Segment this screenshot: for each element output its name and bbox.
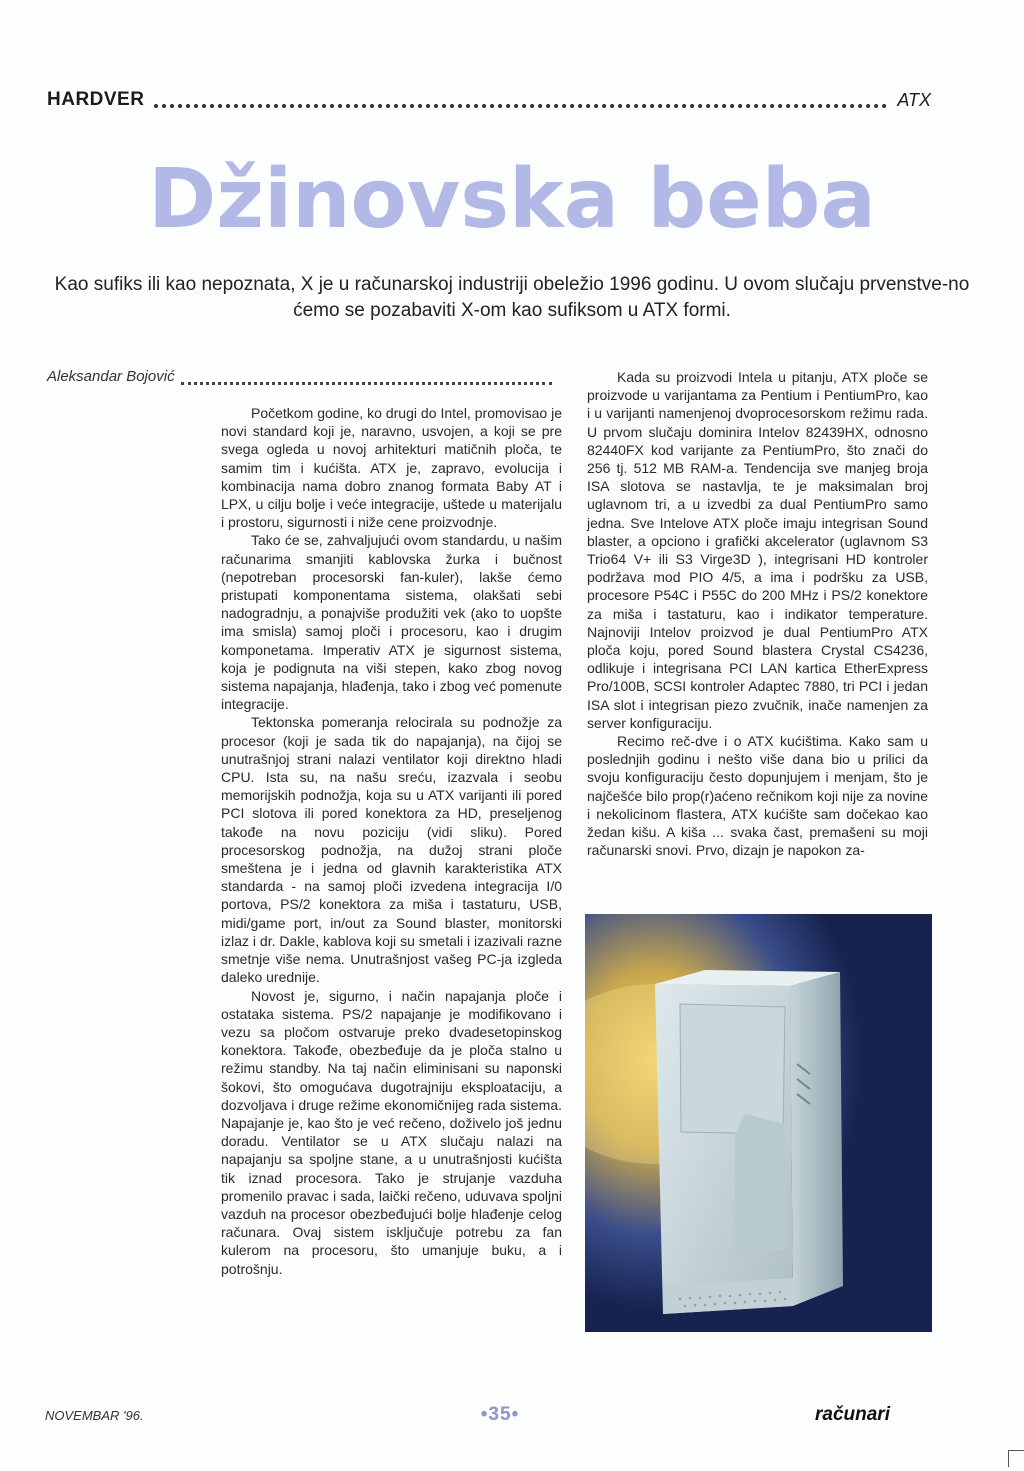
page-number: •35• [480,1404,520,1425]
paragraph: Kada su proizvodi Intela u pitanju, ATX ploče se proizvode u varijantama za Pentium i PentiumPro, kao i u varijanti namenjenoj dvoprocesorskom režimu rada. U prvom slučaju dominira Intelov 82439HX, odnosno 82440FX kod varijante za PentiumPro, što znači do 256 tj. 512 MB RAM-a. Tendencija sve manjeg broja ISA slotova se nastavlja, te je maksimalan broj uglavnom tri, a u izvedbi za dual PentiumPro samo jedna. Sve Intelove ATX ploče imaju integrisan Sound blaster, a opciono i grafički akcelerator (uglavnom S3 Trio64 V+ ili S3 Virge3D ), integrisani HD kontroler podržava mod PIO 4/5, a ima i podršku za USB, procesore P54C i P55C do 200 MHz i PS/2 konektore za miša i tastaturu, kao i indikator temperature. Najnoviji Intelov proizvod je dual PentiumPro ATX ploča koju, pored Sound blastera Crystal CS4236, odlikuje i integrisana PCI LAN kartica EtherExpress Pro/100B, SCSI kontroler Adaptec 7880, tri PCI i jedan ISA slot i integrisan piezo zvučnik, inače namenjen za server konfiguraciju. [587,369,928,731]
atx-case-photo [585,914,932,1332]
paragraph: Tektonska pomeranja relocirala su podnožje za procesor (koji je sada tik do napajanja), na čijoj se unutrašnjoj strani nalazi ventilator koji direktno hladi CPU. Ista su, na našu sreću, izazvala i seobu memorijskih podnožja, koja su u ATX varijanti ili pored PCI slotova ili pored konektora za HD, preseljenog takođe na novu poziciju (vidi sliku). Pored procesorskog podnožja, na dužoj strani ploče smeštena je i jedna od glavnih karakteristika ATX standarda - na samoj ploči izvedena integracija I/0 portova, PS/2 konektora za miša i tastaturu, USB, midi/game port, in/out za Sound blaster, monitorski izlaz i dr. Dakle, kablova koji su smetali i izazivali razne smetnje više nema. Unutrašnjost vašeg PC-ja izgleda daleko urednije. [221,714,562,986]
page-header [47,88,931,112]
section-label: HARDVER [47,89,145,110]
byline [47,365,552,387]
paragraph: Novost je, sigurno, i način napajanja ploče i ostataka sistema. PS/2 napajanje je modifikovano i vezu sa pločom ostvaruje preko dvadesetopinskog konektora. Takođe, obezbeđuje da je ploča stalno u režimu standby. Na taj način eliminisani su naponski šokovi, što omogućava dugotrajniju eksploataciju, a dozvoljava i druge režime ekonomičnijeg rada sistema. Napajanje je, kao što je već rečeno, doživelo još jednu doradu. Ventilator se u ATX slučaju nalazi na napajanju sa spoljne stane, a u unutrašnjosti kućišta tik iznad procesora. Tako je strujanje vazduha promenilo pravac i sada, laički rečeno, uduvava spoljni vazduh na procesor obezbeđujući bolje hlađenje celog računara. Ovaj sistem isključuje potrebu za fan kulerom na procesoru, što umanjuje buku, a i potrošnju. [221,987,562,1277]
paragraph: Recimo reč-dve i o ATX kućištima. Kako sam u poslednjih godinu i nešto više dana bio u prilici da svoju konfiguraciju često dopunjujem i menjam, što je najčešće bilo prop(r)aćeno rečnikom koji nije za novine i nekolicinom flastera, ATX kućište sam dočekao kao žedan kišu. A kiša ... svaka čast, premašeni su moji računarski snovi. Prvo, dizajn je napokon za- [587,733,928,859]
magazine-name: računari [815,1404,890,1425]
atx-case-illustration [585,914,932,1332]
text-column-left [221,404,562,1278]
byline-dotted-rule [181,376,552,385]
text-column-right [587,368,928,859]
paragraph: Tako će se, zahvaljujući ovom standardu, u našim računarima smanjiti kablovska žurka i bučnost (nepotreban procesorski fan-kuler), lakše ćemo pristupati komponentama sistema, olakšati sebi nadogradnju, a ponajviše produžiti vek (ako to uopšte ima smisla) samoj ploči i procesoru, kao i drugim komponetama. Imperativ ATX je sigurnost sistema, koja je podignuta na viši stepen, kako zbog novog sistema napajanja, hlađenja, tako i zbog već pomenute integracije. [221,532,562,713]
article-title: Džinovska beba [148,152,876,247]
paragraph: Početkom godine, ko drugi do Intel, promovisao je novi standard koji je, naravno, usvojen, a koji se pre svega ogleda u novoj arhitekturi matičnih ploča, te samim tim i kućišta. ATX je, zapravo, evolucija i kombinacija nama dobro znanog formata Baby AT i LPX, u cilju bolje i veće integracije, uštede u materijalu i prostoru, sigurnosti i niže cene proizvodnje. [221,405,562,531]
issue-date: NOVEMBAR '96. [45,1408,144,1423]
header-dotted-rule [154,96,887,108]
article-lead: Kao sufiks ili kao nepoznata, X je u računarskoj industriji obeležio 1996 godinu. U ovom slučaju prvenstve-no ćemo se pozabaviti X-om kao sufiksom u ATX formi. [54,274,970,321]
topic-label: ATX [897,89,931,110]
crop-mark [1008,1450,1024,1467]
author-name: Aleksandar Bojović [47,367,175,385]
